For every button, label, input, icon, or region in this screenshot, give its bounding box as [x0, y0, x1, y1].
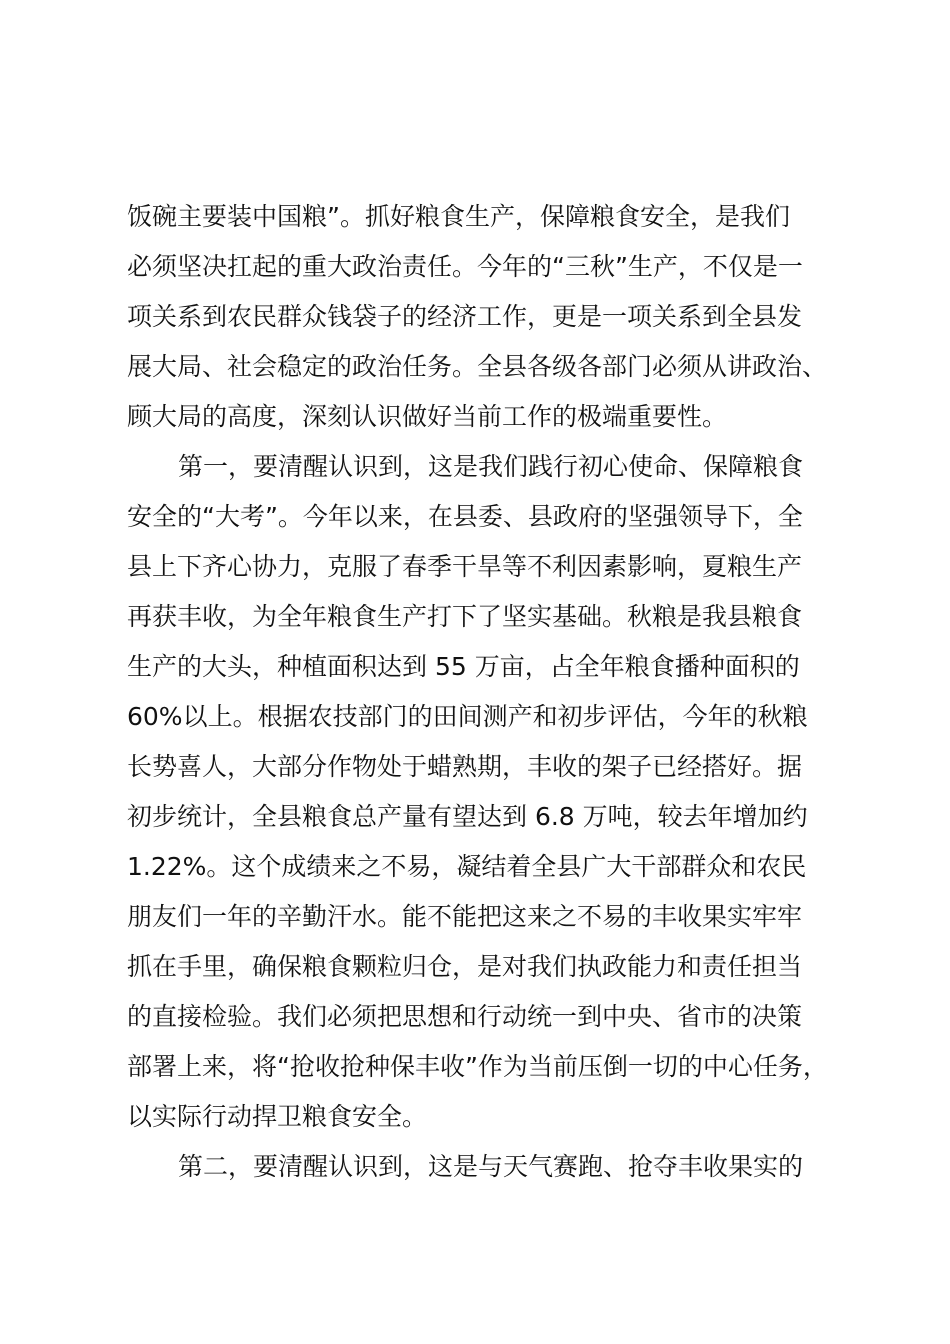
text-line: 初步统计，全县粮食总产量有望达到 6.8 万吨，较去年增加约 [127, 802, 808, 831]
text-line: 以实际行动捍卫粮食安全。 [127, 1102, 428, 1131]
text-line: 展大局、社会稳定的政治任务。全县各级各部门必须从讲政治、 [127, 352, 828, 381]
paragraph-first-line: 第二，要清醒认识到，这是与天气赛跑、抢夺丰收果实的 [178, 1152, 804, 1181]
text-line: 生产的大头，种植面积达到 55 万亩，占全年粮食播种面积的 [127, 652, 800, 681]
text-line: 60%以上。根据农技部门的田间测产和初步评估，今年的秋粮 [127, 702, 808, 731]
text-line: 项关系到农民群众钱袋子的经济工作，更是一项关系到全县发 [127, 302, 803, 331]
text-line: 安全的“大考”。今年以来，在县委、县政府的坚强领导下，全 [127, 502, 803, 531]
paragraph-first-line: 第一，要清醒认识到，这是我们践行初心使命、保障粮食 [178, 452, 804, 481]
document-body [127, 192, 827, 1192]
text-line: 长势喜人，大部分作物处于蜡熟期，丰收的架子已经搭好。据 [127, 752, 803, 781]
text-line: 再获丰收，为全年粮食生产打下了坚实基础。秋粮是我县粮食 [127, 602, 803, 631]
text-line: 部署上来，将“抢收抢种保丰收”作为当前压倒一切的中心任务， [127, 1052, 828, 1081]
text-line: 饭碗主要装中国粮”。抓好粮食生产，保障粮食安全，是我们 [127, 202, 790, 231]
text-line: 朋友们一年的辛勤汗水。能不能把这来之不易的丰收果实牢牢 [127, 902, 803, 931]
text-line: 1.22%。这个成绩来之不易，凝结着全县广大干部群众和农民 [127, 852, 807, 881]
text-line: 县上下齐心协力，克服了春季干旱等不利因素影响，夏粮生产 [127, 552, 803, 581]
text-line: 抓在手里，确保粮食颗粒归仓，是对我们执政能力和责任担当 [127, 952, 803, 981]
text-line: 的直接检验。我们必须把思想和行动统一到中央、省市的决策 [127, 1002, 803, 1031]
text-line: 必须坚决扛起的重大政治责任。今年的“三秋”生产，不仅是一 [127, 252, 803, 281]
text-line: 顾大局的高度，深刻认识做好当前工作的极端重要性。 [127, 402, 728, 431]
